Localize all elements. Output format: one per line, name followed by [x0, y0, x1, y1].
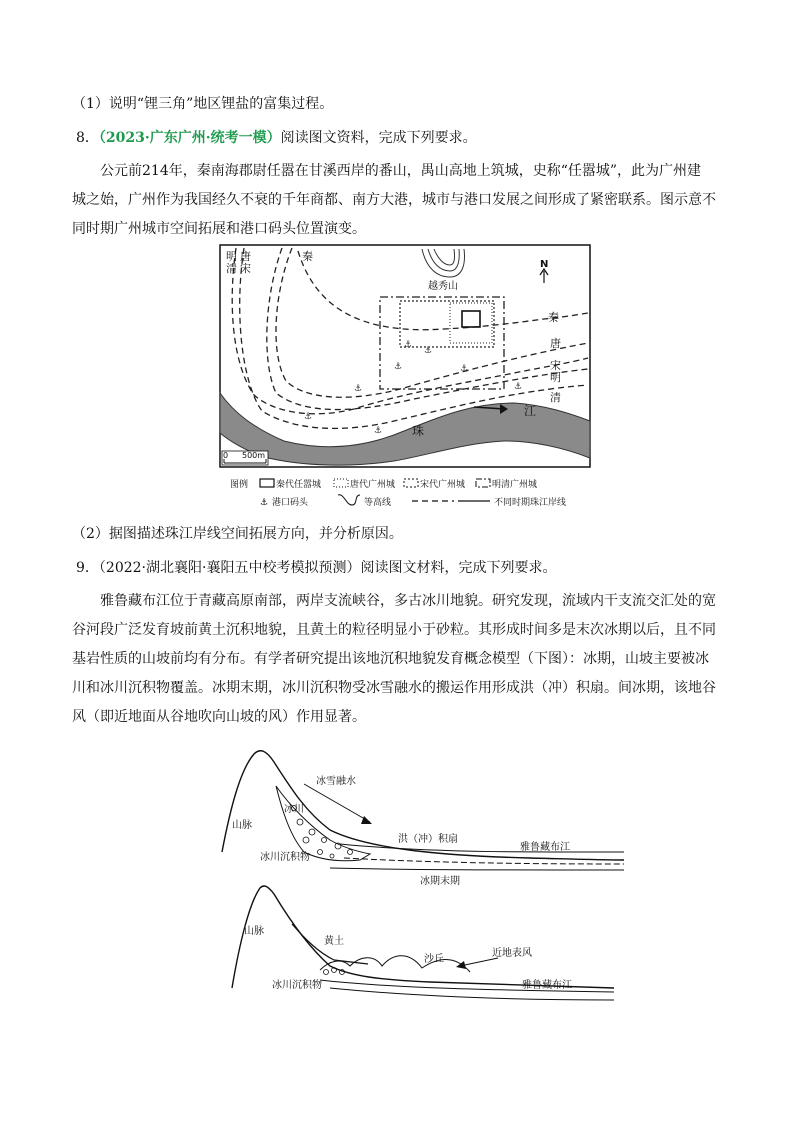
map-label-right-qing: 清: [550, 391, 561, 404]
q9-para-line-2: 谷河段广泛发育坡前黄土沉积地貌，且黄土的粒径明显小于砂粒。其形成时间多是末次冰期以后，且不同: [72, 622, 716, 638]
q8-para-line-2: 城之始，广州作为我国经久不衰的千年商都、南方大港，城市与港口发展之间形成了紧密联系。图示意不: [72, 192, 716, 208]
fig2-dune-label: 沙丘: [424, 954, 444, 965]
map-label-right-ming: 明: [550, 371, 561, 384]
q7-sub1: （1）说明“锂三角”地区锂盐的富集过程。: [72, 96, 334, 112]
q9-para-line-5: 风（即近地面从谷地吹向山坡的风）作用显著。: [72, 709, 366, 725]
port-anchor-icon: ⚓: [404, 340, 413, 350]
map-label-qin: 秦: [302, 250, 313, 263]
q9-instruction: 阅读图文材料，完成下列要求。: [360, 560, 557, 576]
guangzhou-map-figure: [214, 243, 594, 511]
scale-distance: 500m: [242, 451, 266, 460]
legend-contour: 等高线: [364, 498, 392, 508]
q9-number: 9．: [76, 560, 99, 576]
fig2-mountain-outline: [232, 886, 614, 988]
q8-para-line-1: 公元前214年，秦南海郡尉任嚣在甘溪西岸的番山，禺山高地上筑城，史称“任嚣城”，此为广州建: [100, 163, 702, 179]
river-label-jiang: 江: [524, 404, 537, 418]
fig1-river-label: 雅鲁藏布江: [520, 842, 570, 853]
fig1-glacier-label: 冰川: [284, 804, 304, 815]
q8-number: 8．: [76, 130, 99, 146]
fig1-mountain-label: 山脉: [232, 820, 252, 831]
legend-tang: 唐代广州城: [350, 480, 396, 490]
q8-para-line-3: 同时期广州城市空间拓展和港口码头位置演变。: [72, 221, 366, 237]
map-legend: [230, 478, 566, 508]
fig2-loess-label: 黄土: [324, 936, 344, 947]
legend-qin: 秦代任嚣城: [276, 480, 322, 490]
fig1-meltwater-label: 冰雪融水: [316, 776, 356, 787]
legend-port-icon: ⚓: [260, 498, 269, 508]
q9-para-line-4: 川和冰川沉积物覆盖。冰期末期，冰川沉积物受冰雪融水的搬运作用形成洪（冲）积扇。间冰期，该地谷: [72, 680, 716, 696]
glacier-deposit-body: [276, 786, 370, 861]
legend-song-swatch: [404, 479, 418, 487]
q9-para-line-1: 雅鲁藏布江位于青藏高原南部，两岸支流峡谷，多古冰川地貌。研究发现，流域内干支流交汇处的宽: [100, 593, 716, 609]
glacial-model-figure-1: [220, 740, 630, 890]
q8-instruction: 阅读图文资料，完成下列要求。: [280, 130, 477, 146]
map-label-right-tang: 唐: [550, 337, 561, 350]
legend-shore: 不同时期珠江岸线: [494, 498, 567, 508]
fig1-fan-label: 洪（冲）积扇: [398, 834, 458, 845]
fig1-caption: 冰期末期: [420, 876, 460, 887]
legend-title: 图例: [230, 480, 249, 490]
fig2-deposit-label: 冰川沉积物: [272, 980, 322, 991]
q9-para-line-3: 基岩性质的山坡前均有分布。有学者研究提出该地沉积地貌发育概念模型（下图）：冰期，山坡主要被冰: [72, 651, 709, 667]
port-anchor-icon: ⚓: [354, 384, 363, 394]
yuexiu-label: 越秀山: [428, 281, 458, 292]
map-label-tang: 唐: [240, 250, 251, 263]
legend-song: 宋代广州城: [420, 480, 466, 490]
fig1-deposit-label: 冰川沉积物: [260, 852, 310, 863]
q9-header: [76, 558, 556, 578]
port-anchor-icon: ⚓: [394, 362, 403, 372]
q8-header: [76, 128, 477, 148]
legend-ming-swatch: [476, 479, 490, 487]
fig2-mountain-label: 山脉: [244, 926, 264, 937]
map-label-qing: 清: [226, 262, 237, 275]
map-label-ming: 明: [226, 250, 237, 263]
fan-bottom-line: [330, 868, 624, 870]
q9-source: （2022·湖北襄阳·襄阳五中校考模拟预测）: [98, 560, 361, 576]
legend-qin-swatch: [260, 479, 274, 487]
legend-contour-icon: [338, 495, 360, 505]
fig2-wind-label: 近地表风: [492, 948, 532, 959]
port-anchor-icon: ⚓: [374, 426, 383, 436]
map-label-right-song: 宋: [550, 359, 561, 372]
port-anchor-icon: ⚓: [424, 346, 433, 356]
glacial-model-figure-2: [230, 880, 620, 1010]
port-anchor-icon: ⚓: [514, 382, 523, 392]
map-label-right-qin: 秦: [548, 311, 559, 324]
q8-sub2: （2）据图描述珠江岸线空间拓展方向，并分析原因。: [72, 526, 403, 542]
fig2-river-label: 雅鲁藏布江: [522, 980, 572, 991]
scale-zero: 0: [223, 451, 229, 460]
legend-port: 港口码头: [272, 498, 309, 508]
map-label-song: 宋: [240, 262, 251, 275]
port-anchor-icon: ⚓: [460, 364, 469, 374]
legend-ming: 明清广州城: [492, 480, 538, 490]
wind-arrow: [460, 958, 498, 966]
river-label-zhu: 珠: [412, 424, 425, 438]
north-label: N: [540, 259, 549, 270]
port-anchor-icon: ⚓: [304, 412, 313, 422]
legend-tang-swatch: [334, 479, 348, 487]
q8-source: （2023·广东广州·统考一模）: [98, 130, 281, 146]
